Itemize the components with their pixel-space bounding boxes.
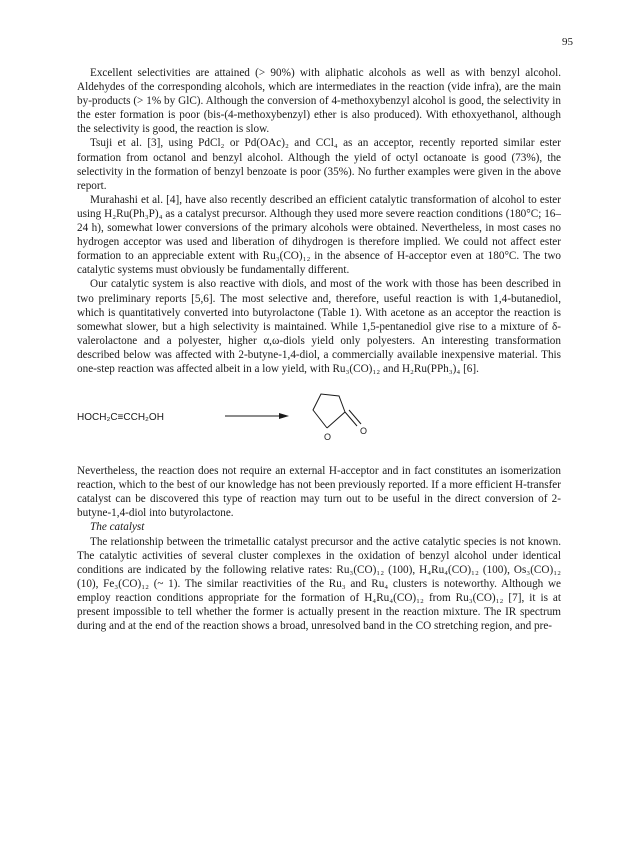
paragraph-murahashi: Murahashi et al. [4], have also recently described an efficient catalytic transformation of alcohol to ester using H₂Ru(Ph₃P)₄ as a catalyst precursor. Although they used more severe reaction conditions (180°C; 16–24 h), somewhat lower conversions of the primary alcohols were obtained. Nevertheless, in most cases no hydrogen acceptor was used and liberation of dihydrogen is therefore implied. We could not affect ester formation to an appreciable extent with Ru₃(CO)₁₂ in the absence of H-acceptor even at 180°C. The two catalytic systems must obviously be fundamentally different. [77,193,561,277]
section-heading-catalyst: The catalyst [90,521,145,534]
ring-oxygen-label: O [324,432,332,443]
reaction-arrow [225,413,289,419]
page-number: 95 [562,36,573,48]
reaction-graphic [77,388,561,450]
paragraph-diols: Our catalytic system is also reactive with diols, and most of the work with those has been described in two preliminary reports [5,6]. The most selective and, therefore, useful reaction is with 1,4-butanediol, which is quantitatively converted into butyrolactone (Table 1). With acetone as an acceptor the reaction is somewhat slower, but a high selectivity is maintained. While 1,5-pentanediol give rise to a mixture of δ-valerolactone and a polyester, higher α,ω-diols yield only polyesters. An interesting transformation described below was affected with 2-butyne-1,4-diol, a commercially available inexpensive material. This one-step reaction was affected albeit in a low yield, with Ru₃(CO)₁₂ and H₂Ru(PPh₃)₄ [6]. [77,278,561,375]
butyrolactone-structure [313,394,367,442]
reaction-scheme [77,388,561,450]
carbonyl-oxygen-label: O [360,426,368,437]
article-body [77,66,561,633]
paragraph-tsuji: Tsuji et al. [3], using PdCl₂ or Pd(OAc)₂ and CCl₄ as an acceptor, recently reported similar ester formation from octanol and benzyl alcohol. Although the yield of octyl octanoate is good (73%), the selectivity in the formation of benzyl benzoate is poor (35%). No further examples were given in the above report. [77,137,561,192]
paragraph-selectivity: Excellent selectivities are attained (> 90%) with aliphatic alcohols as well as with benzyl alcohol. Aldehydes of the corresponding alcohols, which are intermediates in the reaction (vide infra), are the main by-products (> 1% by GlC). Although the conversion of 4-methoxybenzyl alcohol is good, the selectivity in the ester formation is poor (bis-(4-methoxybenzyl) ether is also produced). With ethoxyethanol, although the selectivity is good, the reaction is slow. [77,67,561,136]
reactant-formula: HOCH₂C≡CCH₂OH [77,412,164,424]
paragraph-isomerization: Nevertheless, the reaction does not require an external H-acceptor and in fact constitutes an isomerization reaction, which to the best of our knowledge has not been previously reported. If a more efficient H-transfer catalyst can be discovered this type of reaction may turn out to be useful in the direct conversion of 2-butyne-1,4-diol into butyrolactone. [77,465,561,520]
paragraph-catalyst: The relationship between the trimetallic catalyst precursor and the active catalytic species is not known. The catalytic activities of several cluster complexes in the oxidation of benzyl alcohol under identical conditions are indicated by the following relative rates: Ru₃(CO)₁₂ (100), H₄Ru₄(CO)₁₂ (100), Os₃(CO)₁₂ (10), Fe₃(CO)₁₂ (~ 1). The similar reactivities of the Ru₃ and Ru₄ clusters is noteworthy. Although we employ reaction conditions appropriate for the formation of H₄Ru₄(CO)₁₂ from Ru₃(CO)₁₂ [7], it is at present impossible to tell whether the former is actually present in the reaction mixture. The IR spectrum during and at the end of the reaction shows a broad, unresolved band in the CO stretching region, and pre- [77,535,561,633]
